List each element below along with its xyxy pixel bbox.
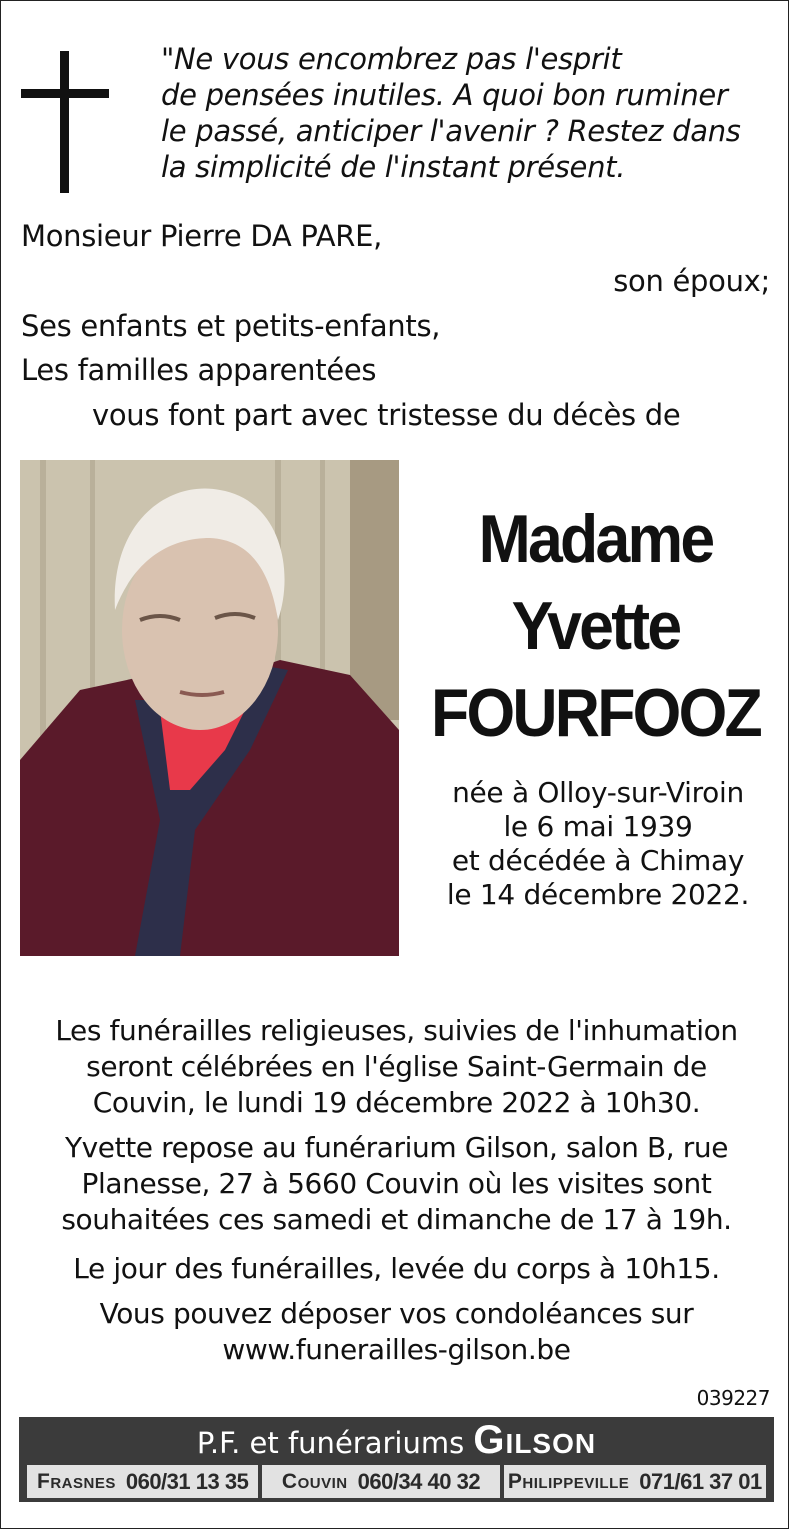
phone-city: Philippeville	[507, 1469, 630, 1493]
condolences-info	[9, 1296, 784, 1368]
phone-entry-philippeville[interactable]	[504, 1465, 766, 1498]
repose-line: Planesse, 27 à 5660 Couvin où les visites sont	[81, 1167, 712, 1200]
phone-entry-couvin[interactable]	[262, 1465, 499, 1498]
spouse-role: son époux;	[613, 264, 770, 298]
phone-number: 060/31 13 35	[125, 1468, 249, 1494]
quote	[161, 41, 781, 185]
ceremony-info	[9, 1013, 784, 1121]
quote-line: "Ne vous encombrez pas l'esprit	[161, 42, 622, 76]
levee-line: Le jour des funérailles, levée du corps à 10h15.	[73, 1252, 720, 1285]
announce-line: vous font part avec tristesse du décès de	[92, 398, 681, 432]
banner-prefix: P.F. et funérariums	[196, 1426, 465, 1460]
quote-line: le passé, anticiper l'avenir ? Restez dans	[161, 114, 741, 148]
phone-list	[27, 1465, 766, 1498]
birth-date: le 6 mai 1939	[503, 810, 693, 843]
deceased-last-name: FOURFOOZ	[431, 675, 760, 751]
phone-entry-frasnes[interactable]	[27, 1465, 258, 1498]
funeral-home-banner	[19, 1417, 774, 1502]
repose-line: Yvette repose au funérarium Gilson, salon B, rue	[64, 1131, 729, 1164]
phone-city: Frasnes	[37, 1469, 116, 1493]
death-date: le 14 décembre 2022.	[446, 878, 750, 911]
children-line: Ses enfants et petits-enfants,	[21, 309, 441, 343]
deceased-title: Madame	[478, 501, 713, 577]
phone-number: 060/34 40 32	[357, 1468, 481, 1494]
phone-number: 071/61 37 01	[639, 1468, 762, 1494]
banner-title	[19, 1418, 774, 1462]
portrait-photo	[20, 460, 399, 956]
repose-info	[9, 1130, 784, 1238]
spouse-name: Monsieur Pierre DA PARE,	[21, 219, 383, 253]
ceremony-line: Couvin, le lundi 19 décembre 2022 à 10h30.	[92, 1086, 701, 1119]
phone-city: Couvin	[281, 1469, 348, 1493]
condolences-line: Vous pouvez déposer vos condoléances sur	[99, 1297, 694, 1330]
death-place: et décédée à Chimay	[451, 844, 745, 877]
birth-place: née à Olloy-sur-Viroin	[452, 776, 744, 809]
quote-line: de pensées inutiles. A quoi bon ruminer	[161, 78, 728, 112]
brand-name: Gilson	[473, 1418, 597, 1462]
repose-line: souhaitées ces samedi et dimanche de 17 à 19h.	[61, 1203, 732, 1236]
cross-icon	[21, 51, 109, 193]
ceremony-line: seront célébrées en l'église Saint-Germain de	[86, 1050, 707, 1083]
ceremony-line: Les funérailles religieuses, suivies de l'inhumation	[55, 1014, 738, 1047]
deceased-first-name: Yvette	[511, 588, 680, 664]
relatives-line: Les familles apparentées	[21, 353, 377, 387]
levee-info	[9, 1251, 784, 1287]
reference-number: 039227	[696, 1386, 770, 1410]
life-dates	[401, 776, 791, 912]
deceased-name	[417, 496, 775, 757]
quote-line: la simplicité de l'instant présent.	[161, 150, 626, 184]
condolences-link[interactable]: www.funerailles-gilson.be	[222, 1333, 571, 1366]
